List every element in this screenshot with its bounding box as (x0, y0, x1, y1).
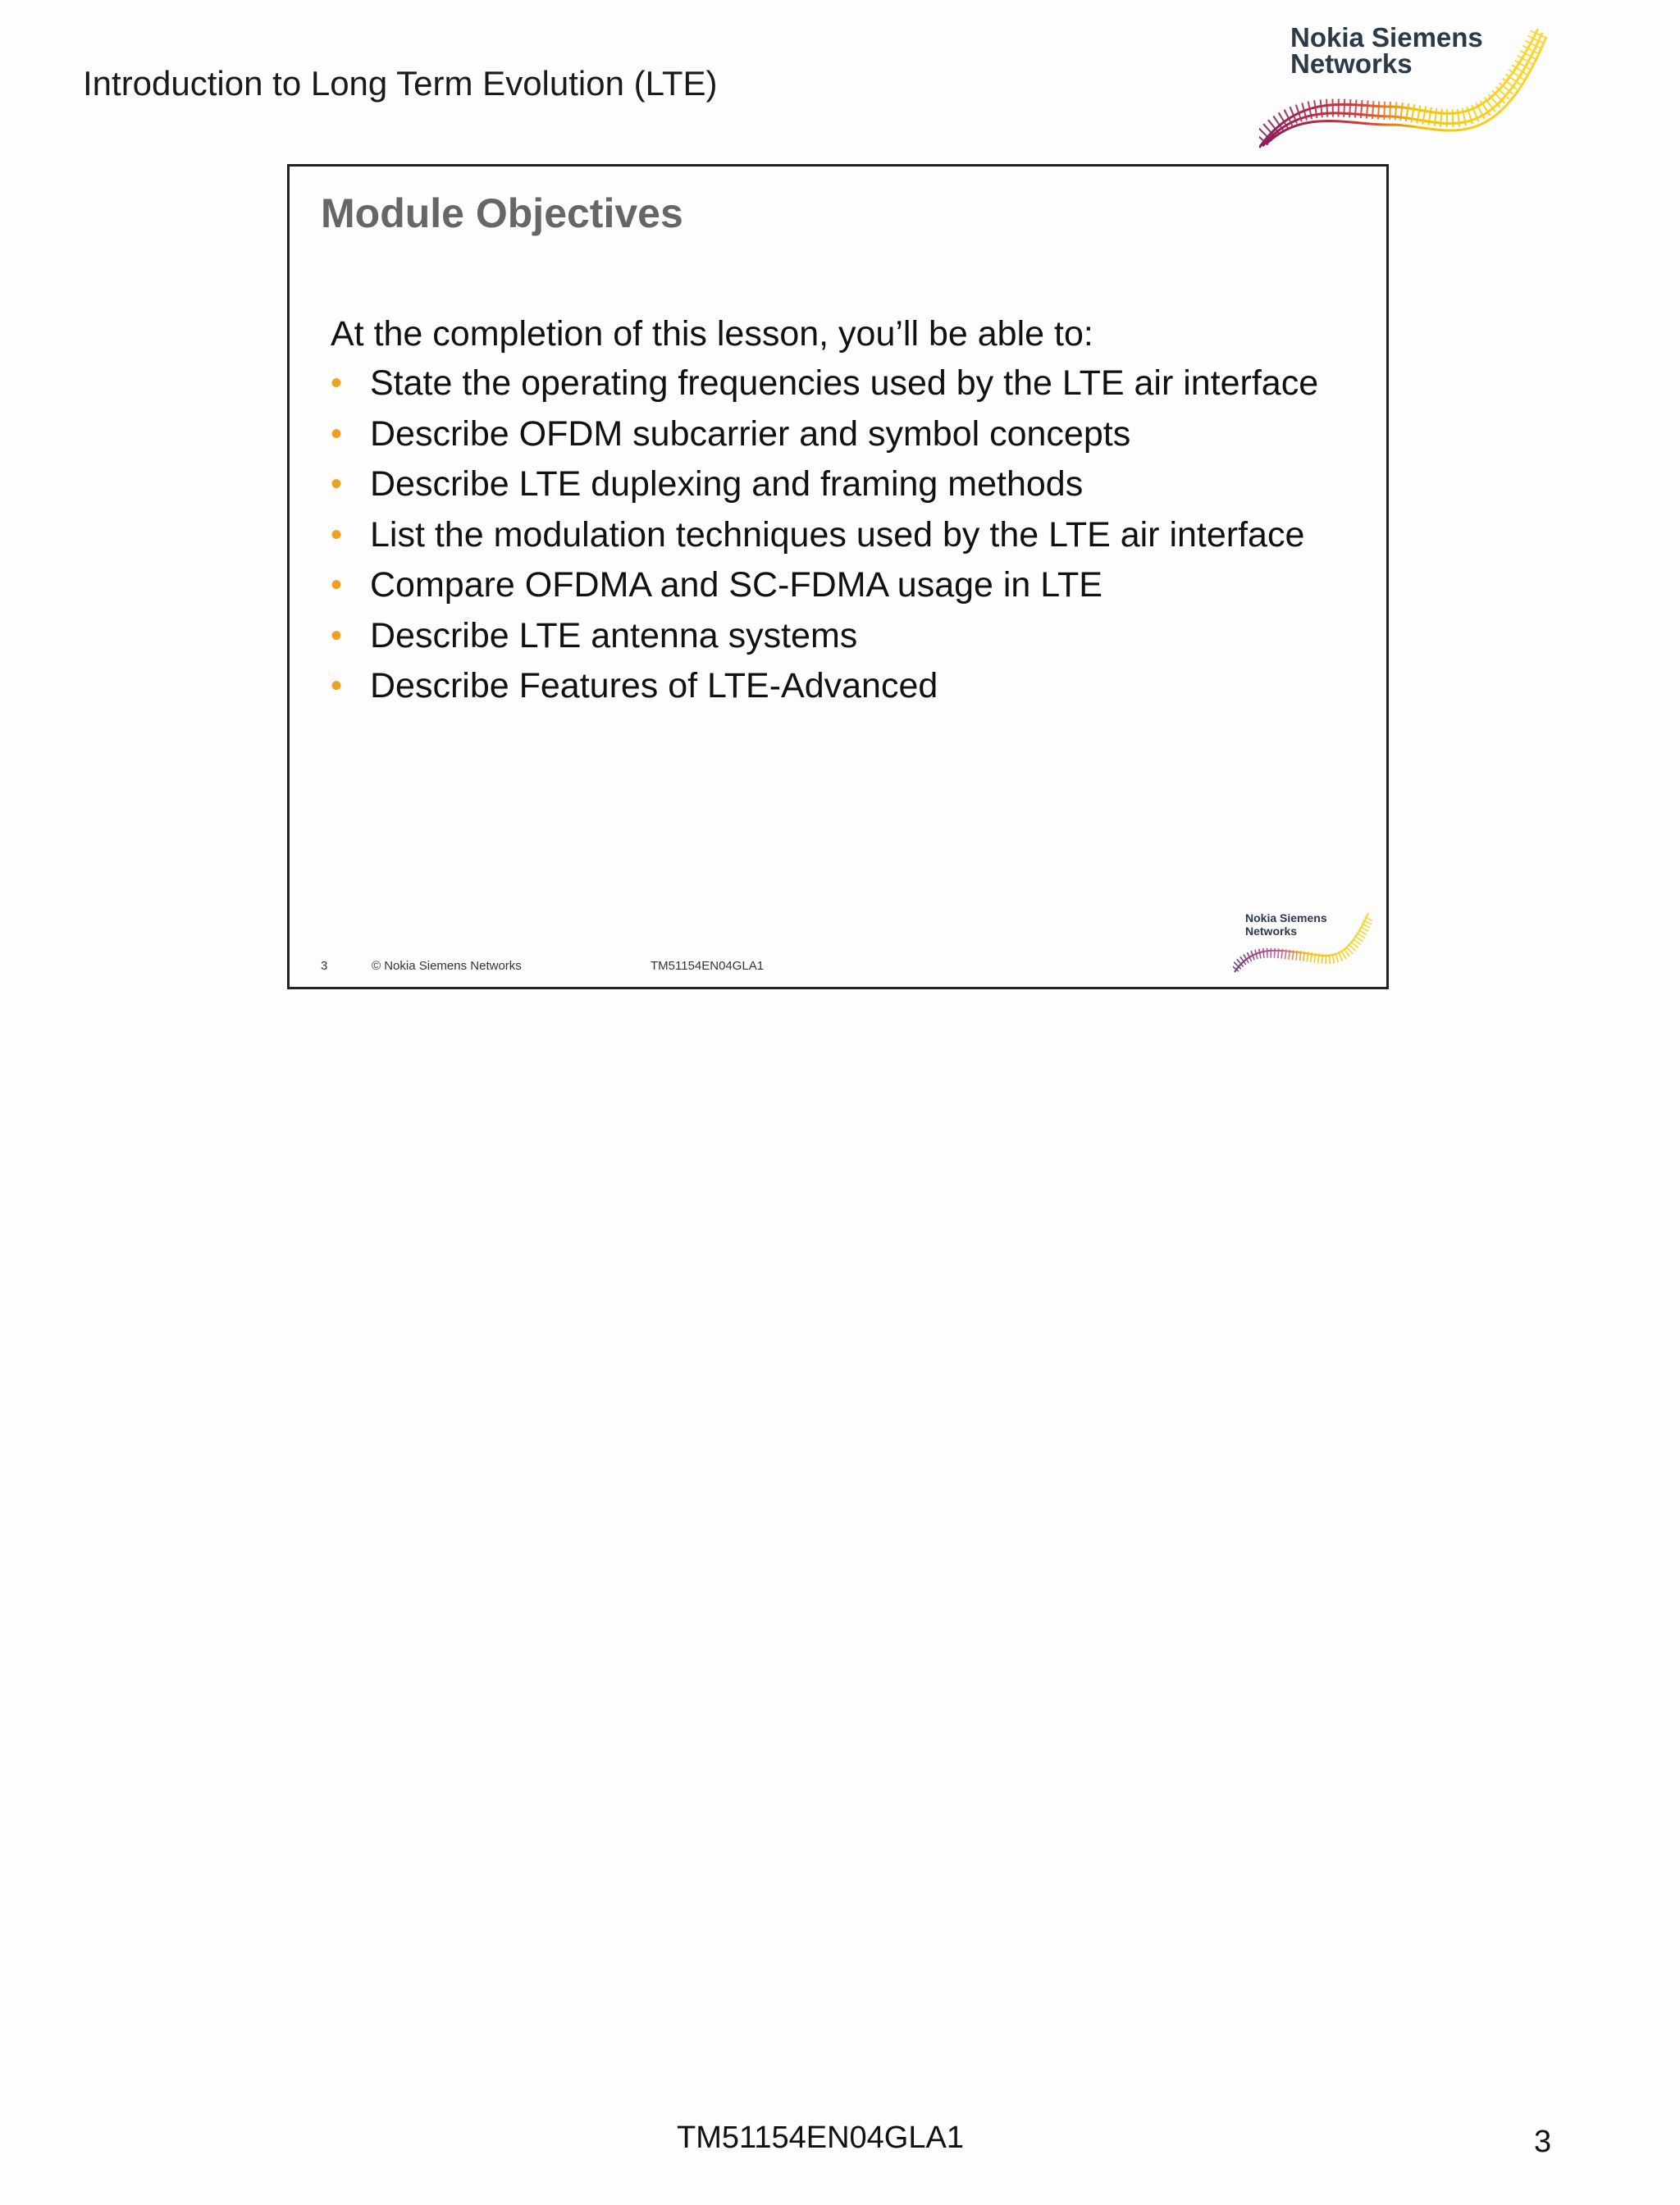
slide-intro-text: At the completion of this lesson, you’ll be able to: (331, 314, 1093, 354)
bullet-icon: • (331, 466, 343, 502)
brand-name (1290, 22, 1483, 79)
page-number: 3 (1534, 2125, 1552, 2159)
brand-line-2: Networks (1290, 48, 1413, 79)
nokia-siemens-logo (1259, 22, 1554, 156)
objective-item (331, 414, 1364, 454)
slide-copyright: © Nokia Siemens Networks (372, 959, 522, 973)
objective-item (331, 515, 1364, 555)
slide-number: 3 (321, 959, 328, 973)
objective-text: Describe OFDM subcarrier and symbol concepts (370, 413, 1131, 454)
slide-title: Module Objectives (321, 190, 683, 236)
objective-item (331, 666, 1364, 705)
bullet-icon: • (331, 365, 343, 401)
objective-text: Compare OFDMA and SC-FDMA usage in LTE (370, 565, 1102, 605)
slide-logo (1233, 911, 1372, 977)
objectives-list (331, 363, 1364, 717)
brand-line-1: Nokia Siemens (1290, 22, 1483, 52)
bullet-icon: • (331, 415, 343, 452)
objective-item (331, 464, 1364, 504)
bullet-icon: • (331, 567, 343, 603)
brand-name (1245, 911, 1327, 938)
bullet-icon: • (331, 617, 343, 654)
objective-text: Describe LTE duplexing and framing methods (370, 464, 1084, 504)
brand-line-1: Nokia Siemens (1245, 911, 1327, 924)
objective-text: List the modulation techniques used by the LTE air interface (370, 514, 1305, 555)
page-footer-doc-code: TM51154EN04GLA1 (677, 2121, 964, 2155)
bullet-icon: • (331, 516, 343, 553)
objective-item (331, 616, 1364, 655)
objective-item (331, 565, 1364, 605)
slide-doc-code: TM51154EN04GLA1 (651, 959, 765, 973)
objective-text: State the operating frequencies used by the LTE air interface (370, 363, 1319, 403)
objective-text: Describe LTE antenna systems (370, 615, 858, 655)
objective-text: Describe Features of LTE-Advanced (370, 666, 938, 705)
slide-frame (287, 164, 1389, 989)
brand-line-2: Networks (1245, 924, 1298, 938)
bullet-icon: • (331, 668, 343, 704)
document-header-title: Introduction to Long Term Evolution (LTE) (83, 64, 718, 103)
objective-item (331, 363, 1364, 403)
